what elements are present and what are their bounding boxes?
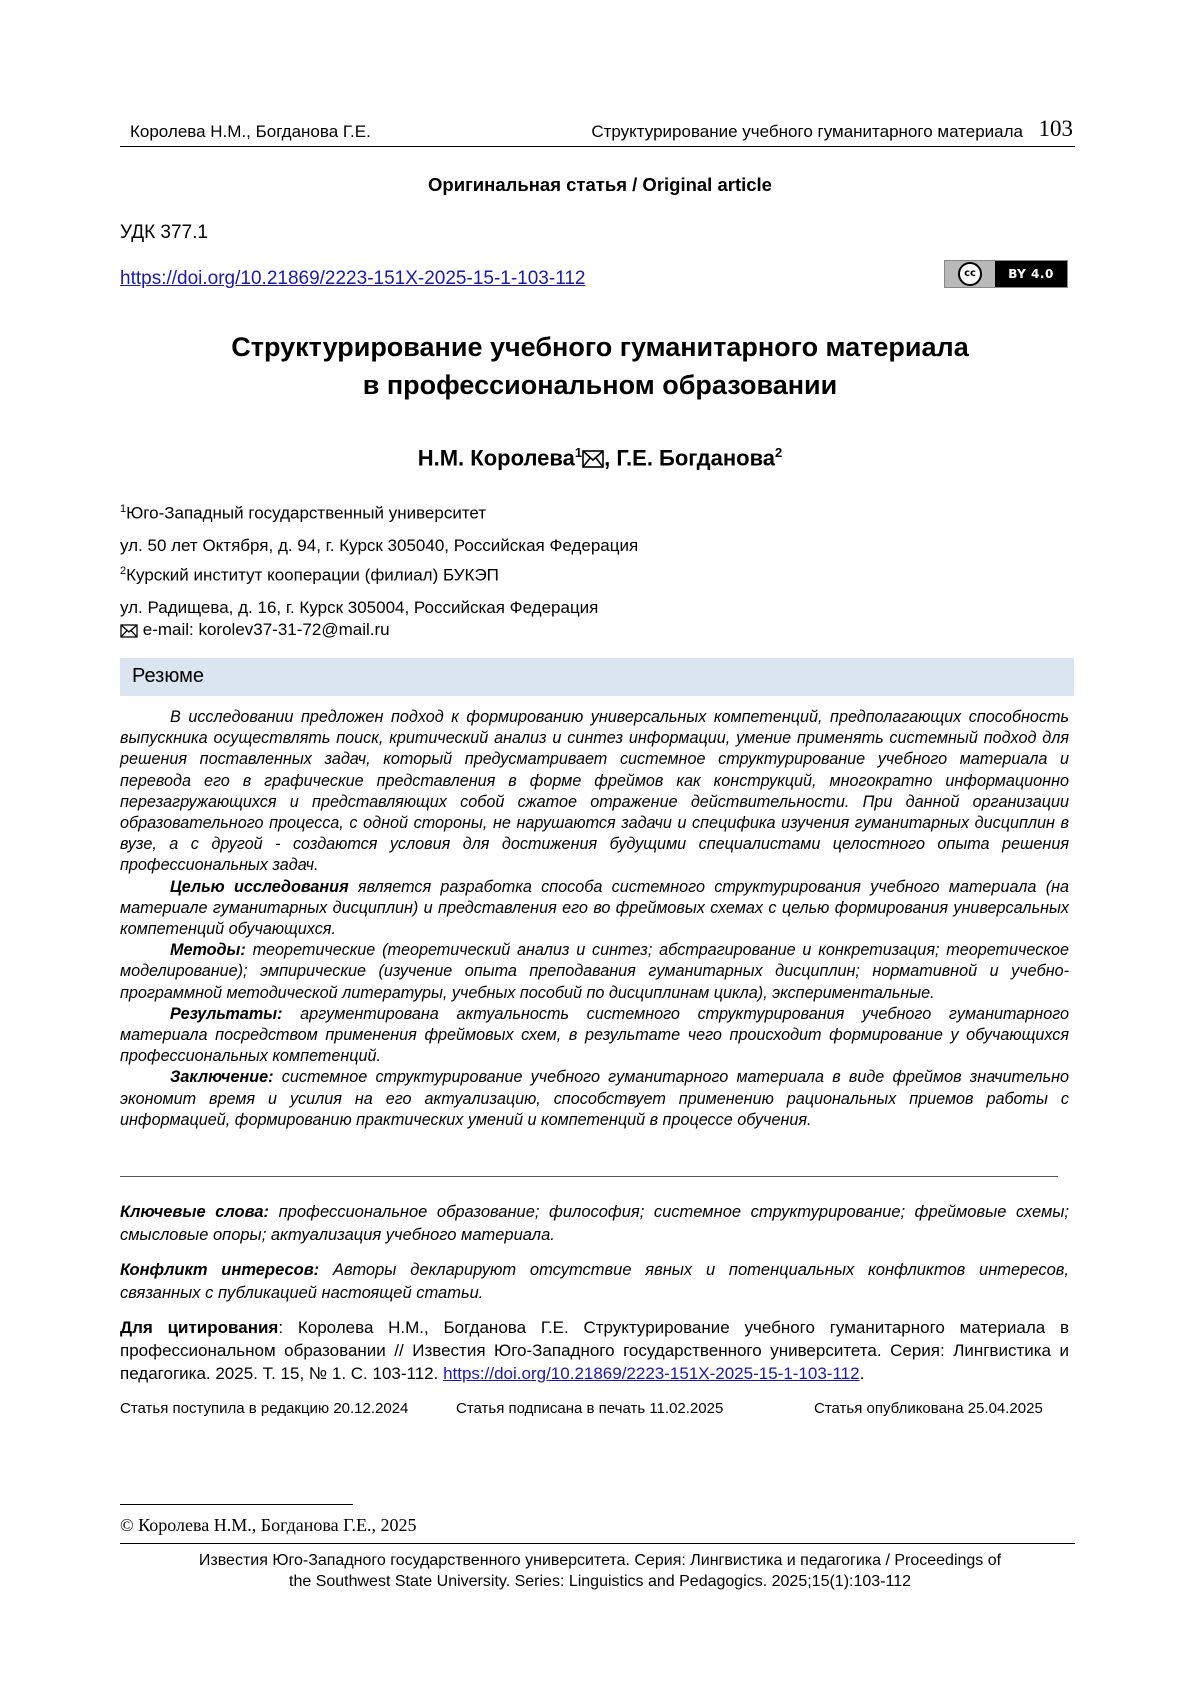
affiliation-1 (120, 493, 638, 562)
affiliation-1-sup: 1 (120, 503, 127, 515)
conflict-text: Авторы декларируют отсутствие явных и потенциальных конфликтов интересов, связанных с публикацией настоящей статьи. (120, 1261, 1070, 1302)
affiliation-2-address: ул. Радищева, д. 16, г. Курск 305004, Российская Федерация (120, 597, 599, 617)
author-separator: , (604, 445, 617, 471)
running-header (120, 116, 1075, 147)
citation-text: : Королева Н.М., Богданова Г.Е. Структурирование учебного гуманитарного материала в профессиональном образовании // Известия Юго-Западного государственного университета. Серия: Лингвистика и педагогика. 2025. Т. 15, № 1. С. 103-112. (120, 1318, 1069, 1383)
affiliation-2-name: Курский институт кооперации (филиал) БУКЭП (126, 565, 499, 585)
envelope-icon (582, 450, 604, 468)
email-text[interactable]: e-mail: korolev37-31-72@mail.ru (142, 620, 390, 639)
author-1-affiliation: 1 (574, 445, 583, 460)
results-label: Результаты: (170, 1004, 283, 1023)
cc-icon: cc (958, 262, 982, 286)
citation-label: Для цитирования (120, 1318, 279, 1337)
purpose-label: Целью исследования (170, 877, 349, 896)
footer-rule (120, 1543, 1075, 1544)
title-line-1: Структурирование учебного гуманитарного материала (231, 332, 969, 362)
title-line-2: в профессиональном образовании (362, 370, 838, 400)
affiliation-1-address: ул. 50 лет Октября, д. 94, г. Курск 305040, Российская Федерация (120, 535, 639, 555)
date-published: Статья опубликована 25.04.2025 (814, 1400, 1043, 1417)
keywords-text: профессиональное образование; философия; системное структурирование; фреймовые схемы; смысловые опоры; актуализация учебного материала. (120, 1203, 1069, 1244)
abstract-heading-bar (120, 658, 1074, 696)
section-divider (120, 1176, 1058, 1177)
date-accepted: Статья подписана в печать 11.02.2025 (456, 1400, 724, 1417)
author-1: Н.М. Королева (417, 445, 575, 471)
keywords (120, 1201, 1069, 1247)
abstract-intro: В исследовании предложен подход к формированию универсальных компетенций, предполагающих способность выпускника осуществлять поиск, критический анализ и синтез информации, умение применять системный подход для решения поставленных задач, который предусматривает системное структурирование учебного материала и перевода его в графические представления в форме фреймов как конструкций, многократно информационно перезагружающихся и представляющих собой сжатое отражение действительности. При данной организации образовательного процесса, с одной стороны, не нарушаются задачи и специфика изучения гуманитарных дисциплин в вузе, а с другой - создаются условия для достижения будущими специалистами целостного опыта решения профессиональных задач. (120, 708, 1069, 875)
journal-footer (0, 1550, 1200, 1592)
methods-text: теоретические (теоретический анализ и синтез; абстрагирование и конкретизация; теоретическое моделирование); эмпирические (изучение опыта преподавания гуманитарных дисциплин; нормативной и учебно-программной методической литературы, учебных пособий по дисциплинам цикла), экспериментальные. (120, 941, 1069, 1002)
cc-license-badge[interactable] (944, 260, 1068, 288)
citation-block (120, 1316, 1069, 1385)
methods-label: Методы: (170, 941, 246, 960)
abstract-heading: Резюме (132, 665, 204, 687)
conclusion-text: системное структурирование учебного гуманитарного материала в виде фреймов значительно экономит время и усилия на его актуализацию, способствует применению рациональных приемов работы с информацией, формированию практических умений и компетенций в процессе обучения. (120, 1068, 1069, 1129)
abstract-purpose (120, 877, 1069, 941)
running-header-authors: Королева Н.М., Богданова Г.Е. (130, 122, 371, 141)
citation-doi-link[interactable]: https://doi.org/10.21869/2223-151X-2025-15-1-103-112 (443, 1364, 860, 1383)
abstract-body (120, 707, 1069, 1131)
author-2-affiliation: 2 (775, 445, 783, 460)
cc-license-label: BY 4.0 (1008, 267, 1054, 281)
purpose-text: является разработка способа системного структурирования учебного материала (на материале гуманитарных дисциплин) и представления его во фреймовых схемах с целью формирования универсальных компетенций обучающихся. (120, 877, 1070, 939)
copyright: © Королева Н.М., Богданова Г.Е., 2025 (120, 1515, 417, 1535)
conflict-of-interest (120, 1259, 1069, 1305)
author-2: Г.Е. Богданова (616, 445, 776, 471)
article-type: Оригинальная статья / Original article (428, 174, 772, 195)
running-header-title: Структурирование учебного гуманитарного материала (591, 122, 1023, 141)
cc-logo (945, 261, 995, 287)
date-received: Статья поступила в редакцию 20.12.2024 (120, 1400, 409, 1417)
udk-code: УДК 377.1 (120, 222, 208, 243)
citation-end: . (859, 1364, 865, 1383)
abstract-methods (120, 940, 1069, 1004)
keywords-block (120, 1201, 1069, 1317)
conclusion-label: Заключение: (170, 1068, 274, 1087)
abstract-results (120, 1004, 1069, 1068)
footer-line-2: the Southwest State University. Series: Linguistics and Pedagogics. 2025;15(1):103-112 (289, 1573, 911, 1590)
affiliation-2-sup: 2 (120, 565, 127, 577)
abstract-conclusion (120, 1067, 1069, 1131)
results-text: аргументирована актуальность системного структурирования учебного гуманитарного материала посредством применения фреймовых схем, в результате чего происходит формирование у обучающихся профессиональных компетенций. (120, 1004, 1069, 1066)
article-title (0, 328, 1200, 404)
doi-link[interactable]: https://doi.org/10.21869/2223-151X-2025-15-1-103-112 (120, 268, 586, 289)
conflict-label: Конфликт интересов: (120, 1261, 320, 1279)
keywords-label: Ключевые слова: (120, 1203, 269, 1221)
contact-email (120, 620, 390, 640)
footer-line-1: Известия Юго-Западного государственного университета. Серия: Лингвистика и педагогика / Proceedings of (198, 1552, 1002, 1569)
envelope-icon (120, 624, 138, 638)
page-number: 103 (1038, 116, 1073, 141)
affiliation-2 (120, 555, 598, 624)
footnote-rule (120, 1504, 353, 1505)
author-list (0, 445, 1200, 471)
affiliation-1-name: Юго-Западный государственный университет (126, 503, 487, 523)
